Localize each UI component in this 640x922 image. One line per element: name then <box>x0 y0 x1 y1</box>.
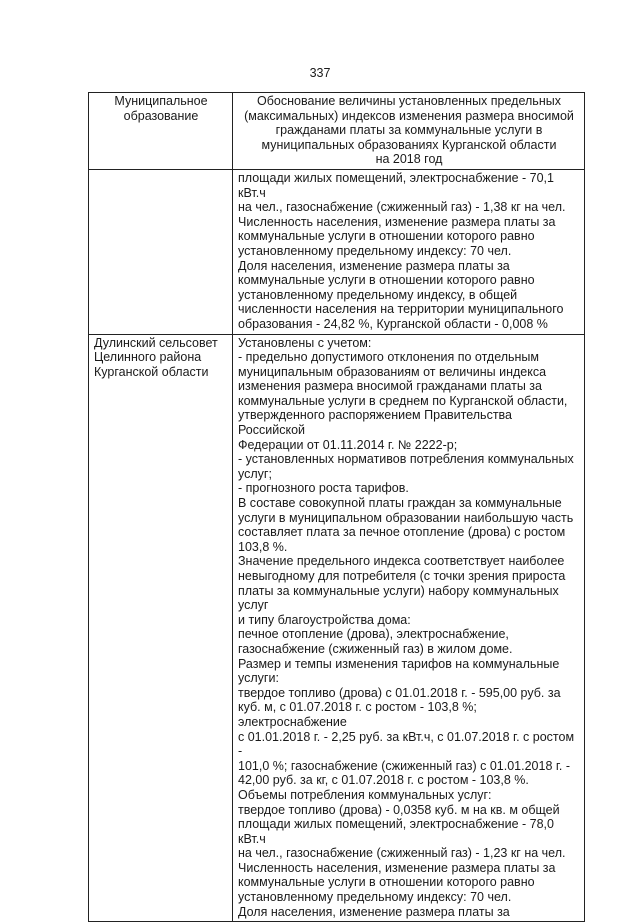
table-header-row <box>89 93 585 170</box>
justification-table <box>88 92 585 922</box>
table-row <box>89 334 585 922</box>
municipality-cell <box>89 169 233 334</box>
justification-cell: площади жилых помещений, электроснабжение - 70,1 кВт.ч на чел., газоснабжение (сжиженный газ) - 1,38 кг на чел. Численность населения, изменение размера платы за коммунальные услуги в отношении которого равно установленному предельному индексу: 70 чел. Доля населения, изменение размера платы за коммунальные услуги в отношении которого равно установленному предельному индексу, в общей численности населения на территории муниципального образования - 24,82 %, Курганской области - 0,008 % <box>233 169 585 334</box>
header-justification: Обоснование величины установленных предельных (максимальных) индексов изменения размера вносимой гражданами платы за коммунальные услуги в муниципальных образованиях Курганской области на 2018 год <box>233 93 585 170</box>
justification-cell: Установлены с учетом: - предельно допустимого отклонения по отдельным муниципальным образованиям от величины индекса изменения размера вносимой гражданами платы за коммунальные услуги в среднем по Курганской области, утвержденного распоряжением Правительства Российской Федерации от 01.11.2014 г. № 2222-р; - установленных нормативов потребления коммунальных услуг; - прогнозного роста тарифов. В составе совокупной платы граждан за коммунальные услуги в муниципальном образовании наибольшую часть составляет плата за печное отопление (дрова) с ростом 103,8 %. Значение предельного индекса соответствует наиболее невыгодному для потребителя (с точки зрения прироста платы за коммунальные услуги) набору коммунальных услуг и типу благоустройства дома: печное отопление (дрова), электроснабжение, газоснабжение (сжиженный газ) в жилом доме. Размер и темпы изменения тарифов на коммунальные услуги: твердое топливо (дрова) с 01.01.2018 г. - 595,00 руб. за куб. м, с 01.07.2018 г. с ростом - 103,8 %; электроснабжение с 01.01.2018 г. - 2,25 руб. за кВт.ч, с 01.07.2018 г. с ростом - 101,0 %; газоснабжение (сжиженный газ) с 01.01.2018 г. - 42,00 руб. за кг, с 01.07.2018 г. с ростом - 103,8 %. Объемы потребления коммунальных услуг: твердое топливо (дрова) - 0,0358 куб. м на кв. м общей площади жилых помещений, электроснабжение - 78,0 кВт.ч на чел., газоснабжение (сжиженный газ) - 1,23 кг на чел. Численность населения, изменение размера платы за коммунальные услуги в отношении которого равно установленному предельному индексу: 70 чел. Доля населения, изменение размера платы за <box>233 334 585 922</box>
page-number: 337 <box>309 66 331 80</box>
header-municipality: Муниципальное образование <box>89 93 233 170</box>
table-row <box>89 169 585 334</box>
municipality-cell: Дулинский сельсовет Целинного района Курганской области <box>89 334 233 922</box>
